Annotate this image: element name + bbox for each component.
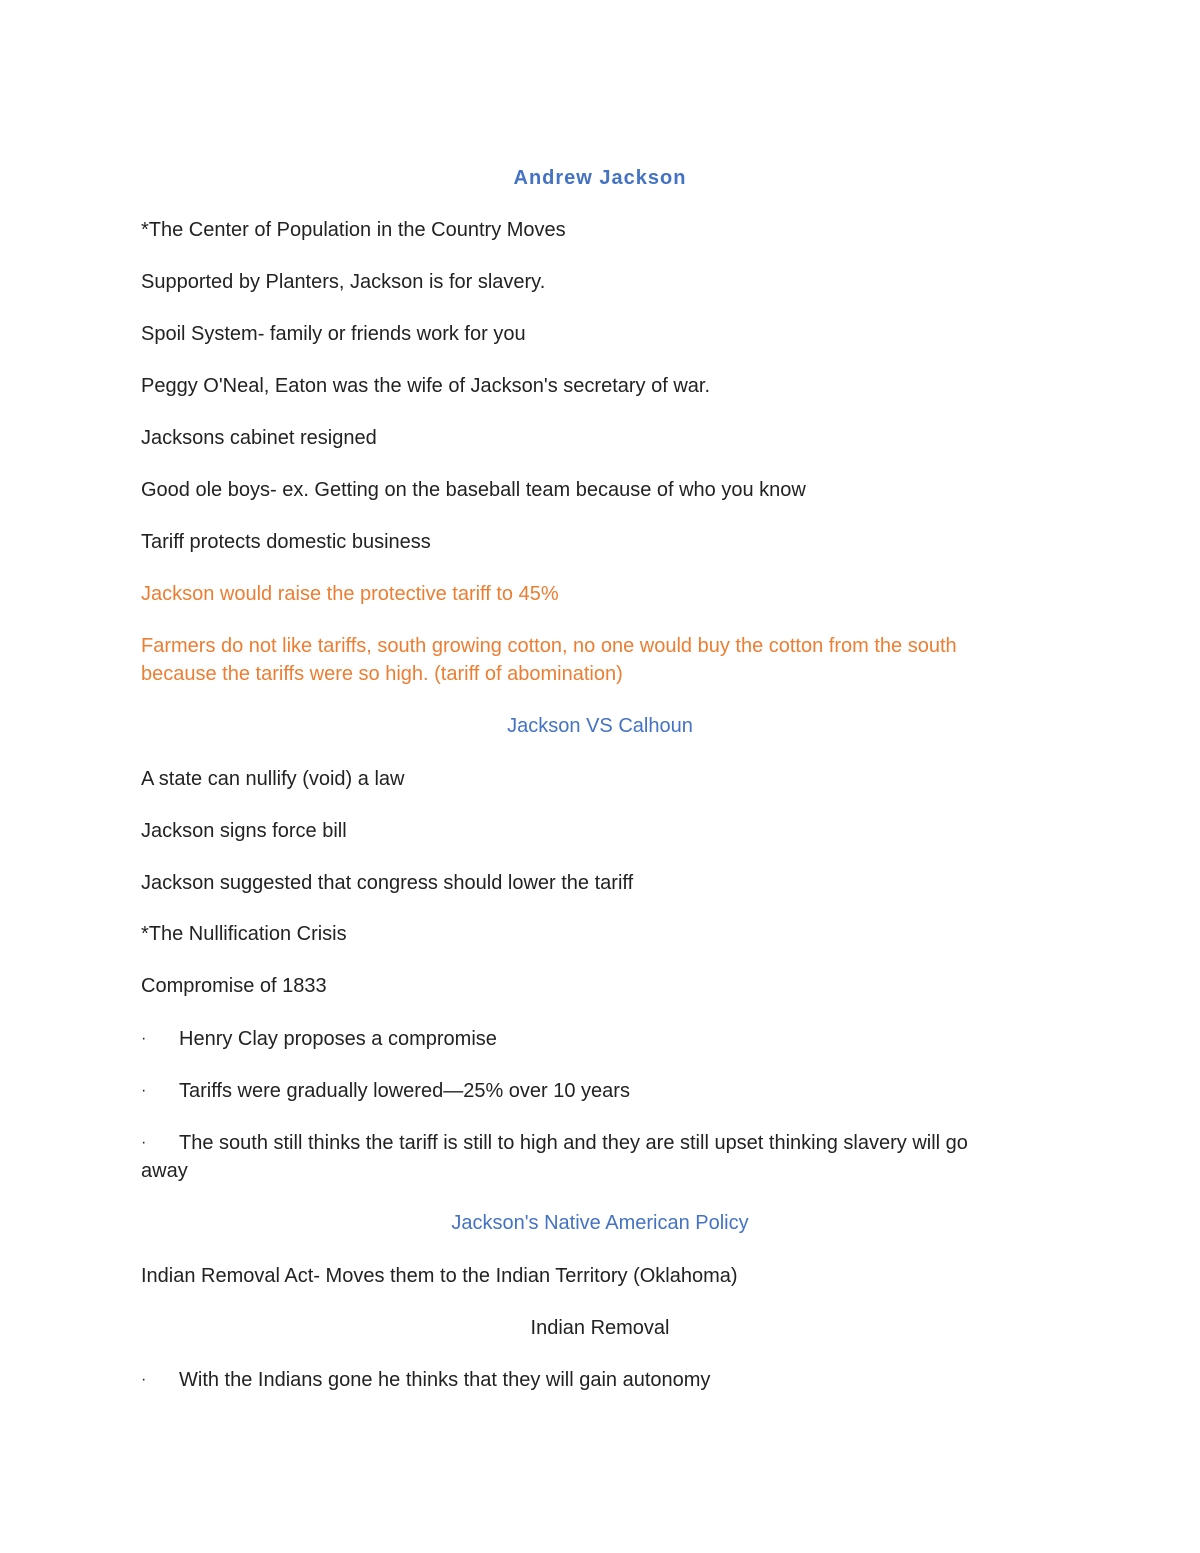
bullet-marker: · (141, 1134, 147, 1151)
text-line: Jacksons cabinet resigned (141, 427, 377, 449)
text-line: Jackson signs force bill (141, 820, 347, 842)
list-item-continuation: away (141, 1160, 188, 1182)
text-line: *The Nullification Crisis (141, 923, 347, 945)
text-line: *The Center of Population in the Country Moves (141, 219, 566, 241)
text-line: Jackson suggested that congress should lower the tariff (141, 872, 634, 894)
text-line: Peggy O'Neal, Eaton was the wife of Jackson's secretary of war. (141, 375, 711, 397)
document-title: Andrew Jackson (513, 167, 687, 189)
text-line: Indian Removal Act- Moves them to the Indian Territory (Oklahoma) (141, 1265, 738, 1287)
bullet-marker: · (141, 1371, 147, 1388)
list-item: Tariffs were gradually lowered—25% over 10 years (179, 1080, 630, 1102)
text-line: Supported by Planters, Jackson is for slavery. (141, 271, 546, 293)
list-item: Henry Clay proposes a compromise (179, 1028, 497, 1050)
list-item: With the Indians gone he thinks that they will gain autonomy (179, 1369, 711, 1391)
section-heading: Jackson VS Calhoun (507, 715, 693, 737)
section-heading: Jackson's Native American Policy (451, 1212, 749, 1234)
highlighted-line: Jackson would raise the protective tariff to 45% (141, 583, 559, 605)
highlighted-paragraph-line: Farmers do not like tariffs, south growing cotton, no one would buy the cotton from the south (141, 635, 957, 657)
text-line: Good ole boys- ex. Getting on the baseball team because of who you know (141, 479, 806, 501)
highlighted-paragraph-line: because the tariffs were so high. (tariff of abomination) (141, 663, 623, 685)
text-line: Spoil System- family or friends work for you (141, 323, 526, 345)
bullet-marker: · (141, 1082, 147, 1099)
text-line: A state can nullify (void) a law (141, 768, 405, 790)
subheading: Indian Removal (530, 1317, 670, 1339)
text-line: Tariff protects domestic business (141, 531, 431, 553)
list-item: The south still thinks the tariff is still to high and they are still upset thinking slavery will go (179, 1132, 968, 1154)
text-line: Compromise of 1833 (141, 975, 327, 997)
bullet-marker: · (141, 1030, 147, 1047)
